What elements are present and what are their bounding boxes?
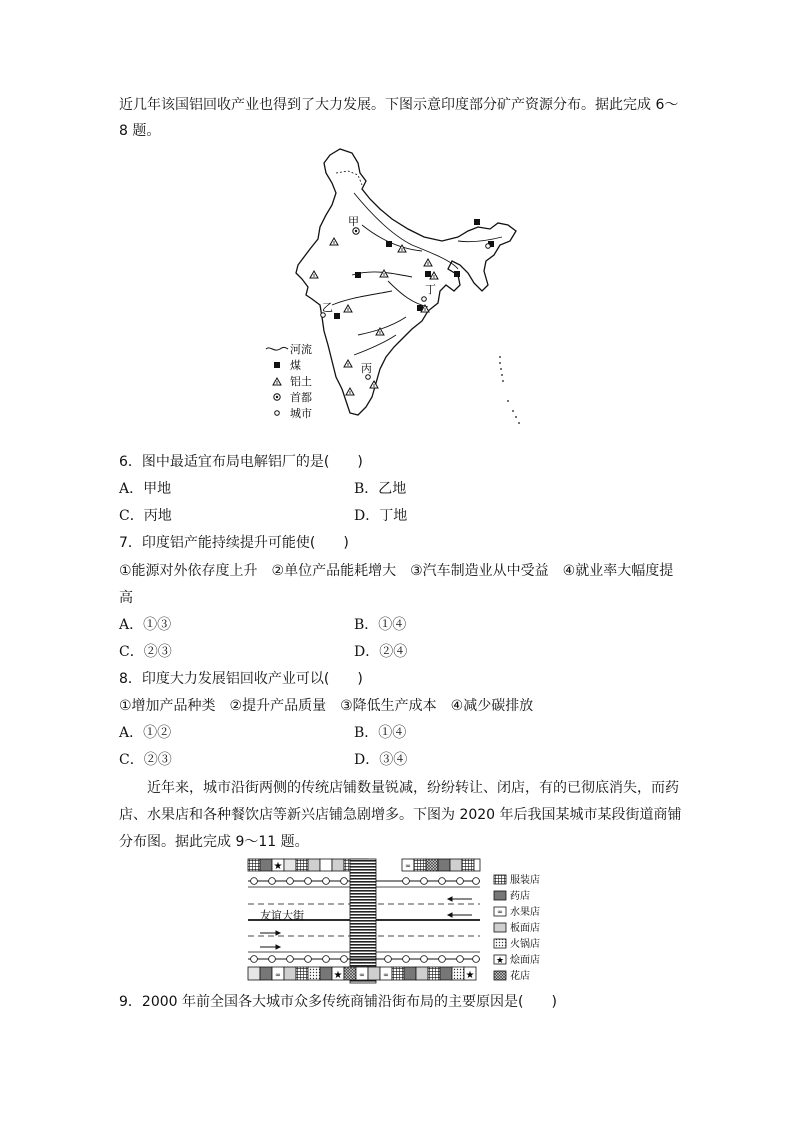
q7-items-line-2: 高 — [119, 590, 133, 606]
q6-option-a: A．甲地 — [119, 481, 172, 497]
q8-option-a: A．①② — [119, 725, 172, 741]
coal-marker — [334, 313, 340, 319]
q7-stem: 7．印度铝产能持续提升可能使( ) — [119, 535, 349, 551]
coal-marker — [425, 271, 431, 277]
svg-text:∞: ∞ — [405, 862, 411, 870]
svg-text:∞: ∞ — [275, 971, 281, 979]
label-jia: 甲 — [348, 215, 359, 228]
q6-option-b: B．乙地 — [354, 481, 407, 497]
q6-option-c: C．丙地 — [119, 508, 172, 524]
india-mineral-map — [262, 145, 532, 430]
legend-pharmacy: 药店 — [510, 891, 530, 902]
q7-option-d: D．②④ — [354, 644, 408, 660]
q8-option-d: D．③④ — [354, 752, 408, 768]
svg-text:∞: ∞ — [497, 908, 503, 916]
q9-stem: 9．2000 年前全国各大城市众多传统商铺沿街布局的主要原因是( ) — [119, 994, 557, 1010]
svg-text:∞: ∞ — [383, 971, 389, 979]
label-yi: 乙 — [322, 301, 333, 314]
q7-option-a: A．①③ — [119, 617, 172, 633]
label-bing: 丙 — [361, 362, 372, 375]
cross-street — [350, 859, 376, 983]
legend-river: 河流 — [290, 343, 312, 356]
intro-line-1: 近几年该国铝回收产业也得到了大力发展。下图示意印度部分矿产资源分布。据此完成 6～ — [119, 97, 679, 113]
coal-marker — [454, 271, 460, 277]
svg-text:∞: ∞ — [359, 971, 365, 979]
svg-text:★: ★ — [273, 861, 283, 872]
coal-marker — [355, 272, 361, 278]
street-map-svg — [246, 857, 550, 985]
map-legend — [266, 342, 312, 420]
passage2-line-2: 店、水果店和各种餐饮店等新兴店铺急剧增多。下图为 2020 年后我国某城市某段街道商铺 — [119, 807, 682, 823]
legend-flower: 花店 — [510, 971, 530, 982]
label-ding: 丁 — [425, 283, 436, 296]
q8-stem: 8．印度大力发展铝回收产业可以( ) — [119, 671, 363, 687]
india-outline — [296, 149, 516, 415]
q6-stem: 6．图中最适宜布局电解铝厂的是( ) — [119, 454, 363, 470]
svg-text:★: ★ — [465, 970, 475, 981]
legend-hotpot: 火锅店 — [510, 939, 540, 950]
q7-option-b: B．①④ — [354, 617, 407, 633]
svg-text:★: ★ — [495, 956, 505, 966]
q7-option-c: C．②③ — [119, 644, 172, 660]
street-shop-map — [246, 857, 550, 985]
q8-option-b: B．①④ — [354, 725, 407, 741]
legend-clothing: 服装店 — [510, 875, 540, 886]
legend-city: 城市 — [290, 407, 312, 420]
legend-fruit: 水果店 — [510, 907, 540, 918]
q7-items-line-1: ①能源对外依存度上升 ②单位产品能耗增大 ③汽车制造业从中受益 ④就业率大幅度提 — [119, 563, 674, 579]
india-map-svg — [262, 145, 532, 430]
passage2-line-3: 分布图。据此完成 9～11 题。 — [119, 834, 309, 850]
intro-line-2: 8 题。 — [119, 123, 161, 139]
q6-option-d: D．丁地 — [354, 508, 408, 524]
legend-bauxite: 铝土 — [290, 375, 312, 388]
q8-items: ①增加产品种类 ②提升产品质量 ③降低生产成本 ④减少碳排放 — [119, 698, 534, 714]
street-name: 友谊大街 — [260, 909, 304, 922]
legend-coal: 煤 — [290, 359, 301, 372]
q8-option-c: C．②③ — [119, 752, 172, 768]
coal-marker — [386, 241, 392, 247]
coal-marker — [474, 219, 480, 225]
legend-noodle: 板面店 — [510, 923, 540, 934]
legend-fried-noodle: 烩面店 — [510, 955, 540, 966]
passage2-line-1: 近年来，城市沿街两侧的传统店铺数量锐减，纷纷转让、闭店，有的已彻底消失，而药 — [147, 780, 679, 796]
svg-text:★: ★ — [333, 970, 343, 981]
legend-capital: 首都 — [290, 391, 312, 404]
